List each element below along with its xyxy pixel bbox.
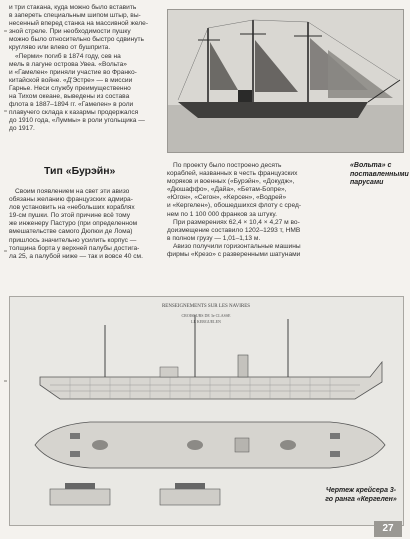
top-left-text-block <box>9 4 159 134</box>
margin-mark <box>4 250 7 252</box>
text-line: кораблей, названных в честь французских <box>167 170 298 178</box>
drawing-subtitle: CROISEURS DE 3e CLASSE <box>181 313 231 318</box>
text-line: Своим появлением на свет эти авизо <box>15 188 130 195</box>
section-heading: Тип «Бурэйн» <box>44 165 116 177</box>
text-line: кругляво или влево от бушприта. <box>9 44 111 52</box>
text-line: толщина борта у верхней палубы достига- <box>9 244 140 252</box>
left-column-text <box>9 188 159 261</box>
text-line: нем по 1 100 000 франков за штуку. <box>167 210 277 218</box>
text-line: «Дюшаффо», «Дайа», «Бетам-Бопре», <box>167 186 287 194</box>
text-line: в запереть специальным шипом штыр, вы- <box>9 12 141 20</box>
text-line: моряков и военных («Бурэйн», «Докудж», <box>167 178 295 186</box>
drawing-header: RENSEIGNEMENTS SUR LES NAVIRES <box>161 304 251 309</box>
middle-column-text <box>167 162 345 259</box>
text-line: китайской войне. «Д'Эстре» — в миссии <box>9 76 133 84</box>
text-line: фирмы «Крезо» с разверенными шатунами <box>167 251 301 259</box>
text-line: несенный вперед станка на массивной желе- <box>9 20 149 28</box>
text-line: и «Кергелен»), обошедшихся флоту с сред- <box>167 202 302 210</box>
text-line: При размерениях 62,4 × 10,4 × 4,27 м во- <box>173 218 300 226</box>
text-line: можно было относительно быстро сдвинуть <box>9 36 144 44</box>
text-line: плавучего склада к казармы продержался <box>9 109 139 117</box>
text-line: вмешательстве самого Дюпюи де Лома) <box>9 228 133 236</box>
text-line: на Тихом океане, выведены из состава <box>9 93 130 101</box>
text-line: же инженеру Пастуро (при определенном <box>9 220 138 228</box>
margin-mark <box>4 110 7 112</box>
text-line: зной стреле. При необходимости пушку <box>9 28 131 36</box>
text-line: и три стакана, куда можно было вставить <box>9 4 137 11</box>
page-number: 27 <box>374 521 402 537</box>
text-line: 19-см пушки. По этой причине всё тому <box>9 212 131 220</box>
margin-mark <box>4 30 7 32</box>
ship-photo <box>167 9 404 153</box>
text-line: «Перми» погиб в 1874 году, сев на <box>15 52 121 60</box>
text-line: лов установить на «небольших кораблях <box>9 204 135 212</box>
text-line: «Югон», «Сегон», «Керсен», «Водрей» <box>167 194 287 202</box>
text-line: до 1910 года, «Луммы» в роли угольщика — <box>9 117 145 125</box>
text-line: Авизо получили горизонтальные машины <box>173 242 301 250</box>
photo-caption: «Вольта» с поставленными парусами <box>350 162 409 187</box>
text-line: и «Гамелен» приняли участие во Франко- <box>9 68 137 76</box>
text-line: до 1917. <box>9 125 35 133</box>
margin-mark <box>4 380 7 382</box>
text-line: флота в 1887–1894 гг. «Гамелен» в роли <box>9 101 134 109</box>
drawing-ship-name: LE KERGUELEN <box>191 319 221 324</box>
text-line: Гарнье. Неси службу преимущественно <box>9 84 131 92</box>
text-line: обязаны желанию французских адмира- <box>9 196 133 204</box>
text-line: доизмещение составило 1202–1293 т, НМВ <box>167 226 301 234</box>
drawing-caption: Чертеж крейсера 3-го ранга «Кергелен» <box>325 487 397 503</box>
text-line: мель в лагуне острова Увеа. «Вольта» <box>9 60 127 68</box>
text-line: ла 25, а палубой ниже — так и вовсе 40 см. <box>9 252 143 260</box>
text-line: По проекту было построено десять <box>173 162 282 169</box>
text-line: пришлось значительно усилить корпус — <box>9 236 137 244</box>
text-line: в полном грузу — 1,01–1,13 м. <box>167 234 261 242</box>
